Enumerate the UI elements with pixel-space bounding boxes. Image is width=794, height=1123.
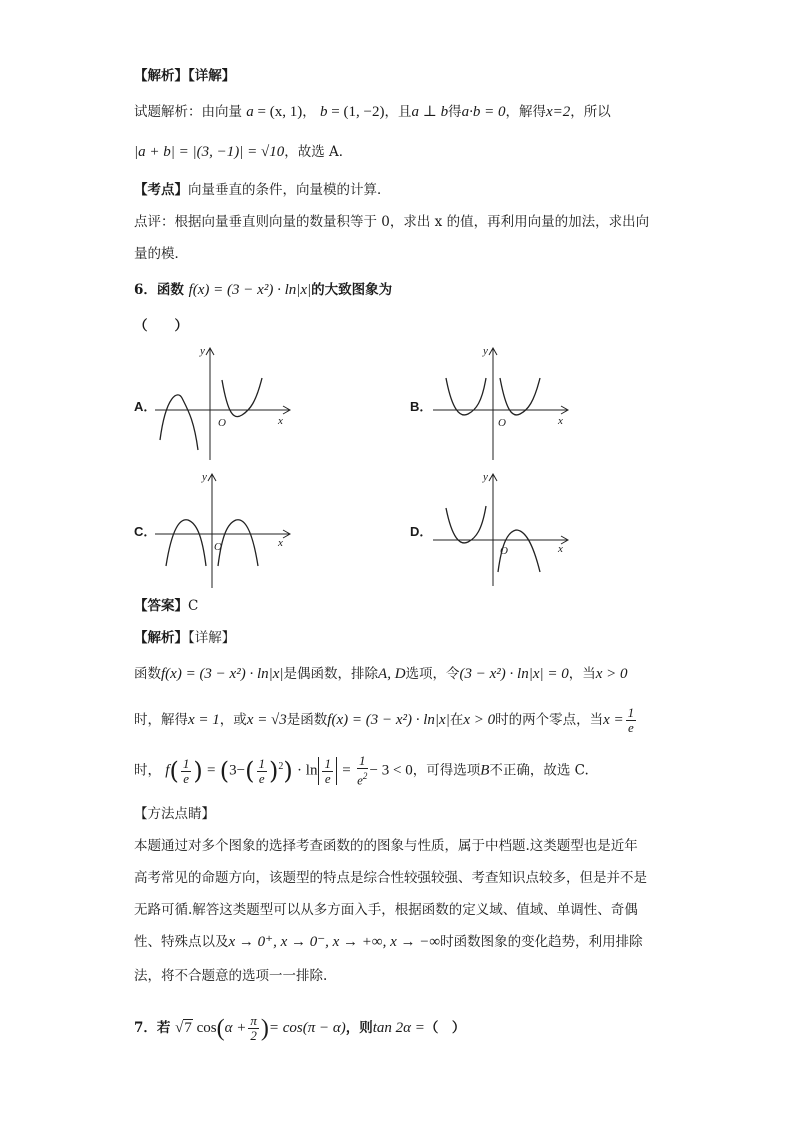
svg-text:x: x: [558, 543, 563, 555]
method-line5: 法，将不合题意的选项一一排除.: [134, 968, 328, 984]
knowledge-point: 【考点】向量垂直的条件，向量模的计算．: [134, 182, 391, 198]
fraction-one-over-e: $\frac{1}{e}$: [627, 705, 635, 735]
option-a-label: A．: [134, 399, 157, 414]
x-axis-label: x: [278, 415, 283, 427]
svg-text:y: y: [483, 345, 488, 357]
option-c-graph: [150, 468, 295, 593]
method-line4: 性、特殊点以及x → 0⁺, x → 0⁻, x → +∞, x → −∞时函数图象的变化趋势，利用排除: [134, 934, 643, 950]
svg-text:O: O: [500, 545, 508, 557]
answer-value: C: [188, 598, 199, 614]
option-a-graph: [150, 340, 295, 465]
question6-stem: 6．函数 f(x) = (3 − x²) · ln|x|的大致图象为: [134, 282, 393, 298]
answer6: [134, 596, 198, 616]
solution6-header: 【解析】【详解】: [134, 630, 236, 646]
svg-text:y: y: [483, 471, 488, 483]
svg-text:O: O: [498, 417, 506, 429]
svg-text:y: y: [202, 471, 207, 483]
svg-text:x: x: [558, 415, 563, 427]
question-number: 7．: [134, 1020, 157, 1036]
option-b-graph: [428, 340, 573, 465]
question7-stem: 7．若 √7 cos(α + $\frac{\pi}{2}$ )= cos(π − α)，则tan 2α =（ ）: [134, 1013, 466, 1044]
option-d-graph: [428, 468, 573, 593]
vector-b: b: [320, 104, 328, 120]
question-number: 6．: [134, 282, 157, 298]
method-line2: 高考常见的命题方向，该题型的特点是综合性较强较强、考查知识点较多，但是并不是: [134, 870, 647, 886]
solution5-header: [134, 66, 235, 86]
origin-label: O: [218, 417, 226, 429]
solution6-line1: 函数f(x) = (3 − x²) · ln|x|是偶函数，排除A, D选项，令(3 − x²) · ln|x| = 0，当x > 0: [134, 666, 628, 682]
y-axis-label: y: [200, 345, 205, 357]
solution6-line3: 时， f( $\frac{1}{e}$ ) = (3−( $\frac{1}{e}$ )$^2$) · ln $\frac{1}{e}$ = $\frac{1}{e^2}$ − 3 < 0，可得选项B不正确，故选 C.: [134, 753, 589, 788]
comment-line2: 量的模．: [134, 246, 188, 262]
question7-formula: √7 cos(α + $\frac{\pi}{2}$ )= cos(π − α): [175, 1013, 346, 1044]
method-tag: 【方法点睛】: [134, 806, 215, 822]
option-b-label: B．: [410, 399, 433, 414]
question6-formula: f(x) = (3 − x²) · ln|x|: [188, 282, 312, 298]
answer-tag: 【答案】: [134, 598, 188, 614]
method-line3: 无路可循.解答这类题型可以从多方面入手，根据函数的定义域、值域、单调性、奇偶: [134, 902, 638, 918]
analysis-tag: 【解析】: [134, 68, 188, 84]
svg-text:x: x: [278, 537, 283, 549]
solution5-line2: |a + b| = |(3, −1)| = √10，故选 A．: [134, 144, 353, 160]
solution6-line2: 时，解得x = 1，或x = √3是函数f(x) = (3 − x²) · ln|x|在x > 0时的两个零点，当x = $\frac{1}{e}$: [134, 705, 635, 735]
solution5-line1: 试题解析：由向量 a = (x, 1)， b = (1, −2)，且a ⊥ b得a·b = 0，解得x=2，所以: [134, 104, 611, 120]
option-c-label: C．: [134, 524, 157, 539]
vector-modulus-expression: |a + b| = |(3, −1)| = √10: [134, 144, 285, 160]
method-line1: 本题通过对多个图象的选择考查函数的的图象与性质，属于中档题.这类题型也是近年: [134, 838, 638, 854]
knowledge-tag: 【考点】: [134, 182, 188, 198]
detail-tag: 【详解】: [188, 68, 236, 84]
option-d-label: D．: [410, 524, 433, 539]
answer-paren: （ ）: [134, 318, 188, 334]
vector-a: a: [246, 104, 254, 120]
comment-line1: 点评：根据向量垂直则向量的数量积等于 0，求出 x 的值，再利用向量的加法，求出向: [134, 214, 650, 230]
svg-text:O: O: [214, 541, 222, 553]
